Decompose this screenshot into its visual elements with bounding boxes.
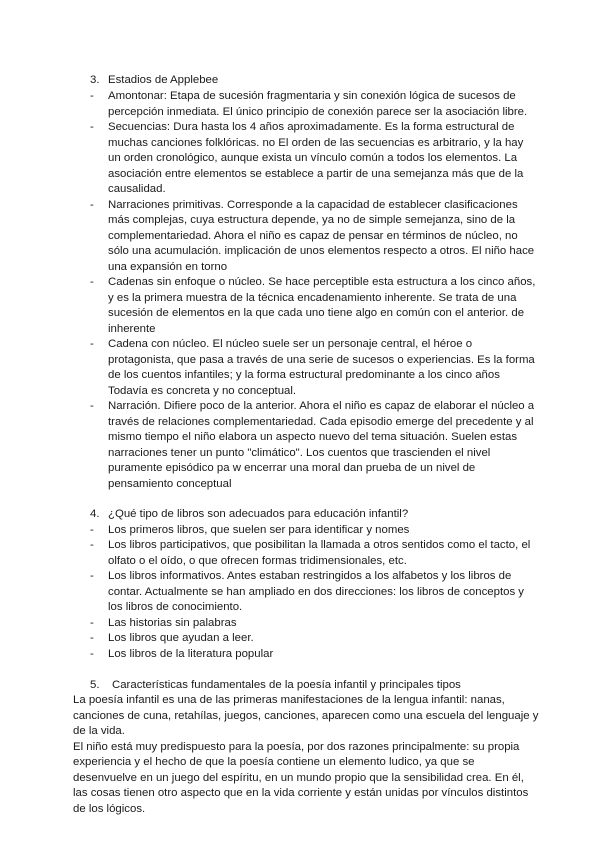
list-item-line: protagonista, que pasa a través de una serie de sucesos o experiencias. Es la forma: [108, 353, 535, 366]
paragraph-line: desenvuelve en un juego del espíritu, en un mundo propio que la sensibilidad crea. En él,: [73, 771, 524, 784]
bullet-dash: -: [90, 338, 94, 350]
list-item-line: un orden cronológico, aunque exista un vínculo común a todos los elementos. La: [108, 152, 518, 164]
list-item-line: puramente episódico pa w encerrar una moral dan prueba de un nivel de: [108, 462, 476, 474]
list-item-line: olfato o el oído, o que ofrecen formas tridimensionales, etc.: [108, 554, 407, 567]
list-item-line: narraciones tener un punto "climático". Los cuentos que trascienden el nivel: [108, 446, 491, 459]
bullet-dash: -: [90, 523, 94, 536]
bullet-dash: -: [90, 647, 94, 660]
section-5-heading: Características fundamentales de la poesía infantil y principales tipos: [112, 678, 461, 691]
list-item-line: Secuencias: Dura hasta los 4 años aproximadamente. Es la forma estructural de: [108, 121, 515, 133]
bullet-dash: -: [90, 400, 94, 412]
section-4-number: 4.: [90, 508, 100, 520]
list-item-line: Las historias sin palabras: [108, 616, 237, 629]
list-item-line: causalidad.: [108, 183, 166, 195]
paragraph-line: experiencia y el hecho de que la poesía contiene un elemento ludico, ya que se: [73, 756, 475, 768]
list-item-line: muchas canciones folklóricas. no El orden de las secuencias es arbitrario, y la hay: [108, 136, 524, 149]
bullet-dash: -: [90, 616, 94, 629]
section-3-heading: Estadios de Applebee: [108, 74, 219, 86]
list-item-line: Amontonar: Etapa de sucesión fragmentaria y sin conexión lógica de sucesos de: [108, 90, 516, 102]
paragraph-line: de la vida.: [73, 725, 125, 737]
section-5-number: 5.: [90, 678, 100, 691]
bullet-dash: -: [90, 539, 94, 551]
list-item-line: percepción inmediata. El único principio de conexión parece ser la asociación libre.: [108, 105, 528, 118]
paragraph-line: de los lógicos.: [73, 802, 146, 815]
list-item-line: Todavía es concreta y no conceptual.: [108, 384, 297, 397]
list-item-line: asociación entre elementos se establece a partir de una semejanza más que de la: [108, 167, 524, 180]
list-item-line: y es la primera muestra de la técnica encadenamiento inherente. Se trata de una: [108, 291, 517, 304]
paragraph-line: La poesía infantil es una de las primeras manifestaciones de la lengua infantil: nanas,: [73, 694, 505, 706]
paragraph-line: canciones de cuna, retahílas, juegos, canciones, aparecen como una escuela del lenguaje y: [73, 709, 539, 722]
list-item-line: Narraciones primitivas. Corresponde a la capacidad de establecer clasificaciones: [108, 198, 518, 211]
list-item-line: más complejas, cuya estructura depende, ya no de simple semejanza, sino de la: [108, 214, 516, 226]
paragraph-line: las cosas tienen otro aspecto que en la vida corriente y están unidas por vínculos distintos: [73, 787, 529, 799]
bullet-dash: -: [90, 121, 94, 133]
section-3-number: 3.: [90, 74, 100, 86]
list-item-line: través de relaciones complementariedad. Cada episodio emerge del precedente y al: [108, 415, 534, 428]
list-item-line: Los libros de la literatura popular: [108, 647, 274, 660]
list-item-line: Los libros que ayudan a leer.: [108, 632, 254, 644]
list-item-line: sólo una acumulación. implicación de unos elementos respecto a otros. El niño hace: [108, 245, 535, 257]
bullet-dash: -: [90, 276, 94, 288]
list-item-line: mismo tiempo el niño elabora un aspecto nuevo del tema situación. Suelen estas: [108, 431, 518, 443]
list-item-line: de los cuentos infantiles; y la forma estructural predominante a los cinco años: [108, 369, 500, 381]
paragraph-line: El niño está muy predispuesto para la poesía, por dos razones principalmente: su propia: [73, 740, 520, 753]
list-item-line: inherente: [108, 322, 156, 335]
bullet-dash: -: [90, 632, 94, 644]
list-item-line: Cadenas sin enfoque o núcleo. Se hace perceptible esta estructura a los cinco años,: [108, 276, 536, 288]
list-item-line: Los libros informativos. Antes estaban restringidos a los alfabetos y los libros de: [108, 570, 512, 582]
section-4-heading: ¿Qué tipo de libros son adecuados para educación infantil?: [108, 508, 409, 520]
bullet-dash: -: [90, 570, 94, 582]
list-item-line: sucesión de elementos en la que cada uno tiene algo en común con el anterior. de: [108, 307, 525, 319]
list-item-line: los libros de conocimiento.: [108, 601, 243, 613]
list-item-line: contar. Actualmente se han ampliado en dos direcciones: los libros de conceptos y: [108, 585, 525, 598]
list-item-line: complementariedad. Ahora el niño es capaz de pensar en términos de núcleo, no: [108, 229, 518, 242]
list-item-line: Los libros participativos, que posibilitan la llamada a otros sentidos como el tacto, el: [108, 539, 531, 551]
bullet-dash: -: [90, 90, 94, 102]
list-item-line: Narración. Difiere poco de la anterior. Ahora el niño es capaz de elaborar el núcleo a: [108, 400, 535, 412]
list-item-line: Cadena con núcleo. El núcleo suele ser un personaje central, el héroe o: [108, 338, 473, 350]
bullet-dash: -: [90, 198, 94, 211]
list-item-line: pensamiento conceptual: [108, 477, 232, 490]
list-item-line: una expansión en torno: [108, 260, 228, 273]
list-item-line: Los primeros libros, que suelen ser para identificar y nomes: [108, 523, 410, 536]
